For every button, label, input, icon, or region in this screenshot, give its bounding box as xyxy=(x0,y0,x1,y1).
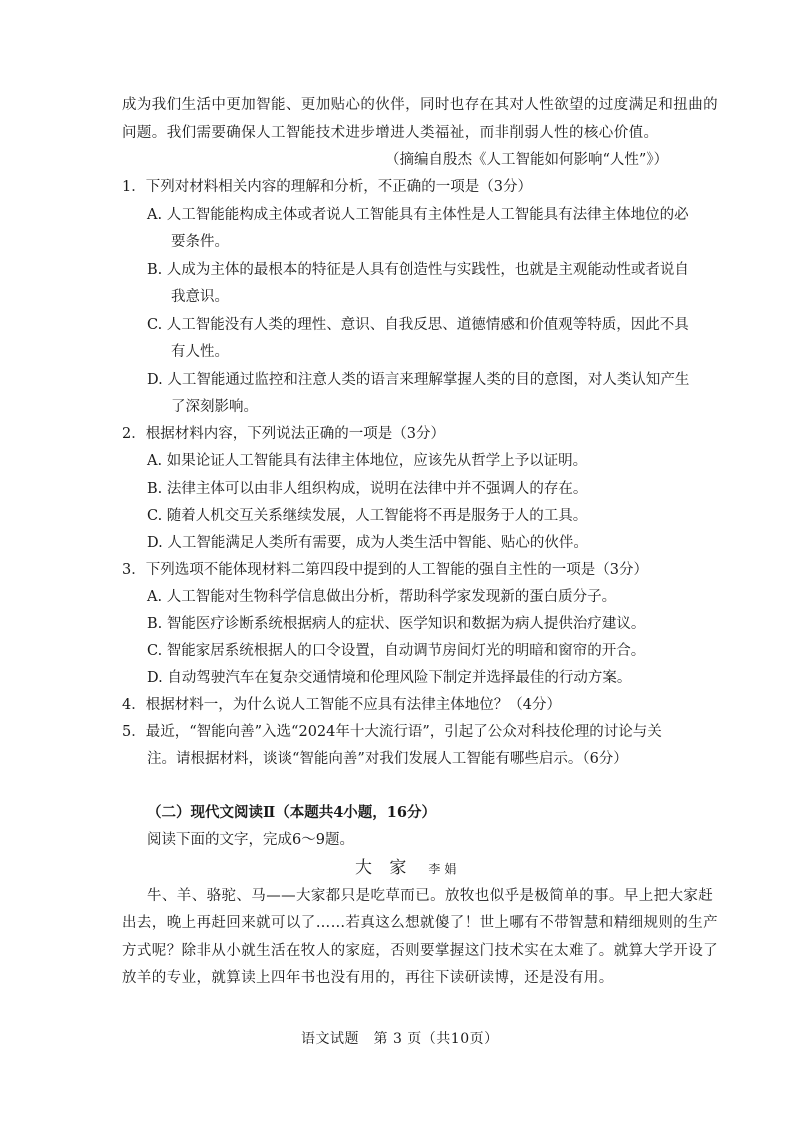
question-3-option-d: D. 自动驾驶汽车在复杂交通情境和伦理风险下制定并选择最佳的行动方案。 xyxy=(147,670,632,686)
question-2-stem: 2．根据材料内容，下列说法正确的一项是（3分） xyxy=(122,426,445,442)
story-line-4: 放羊的专业，就算读上四年书也没有用的，再往下读研读博，还是没有用。 xyxy=(122,970,614,986)
question-3-option-a: A. 人工智能对生物科学信息做出分析，帮助科学家发现新的蛋白质分子。 xyxy=(147,589,617,605)
question-1-option-d: D. 人工智能通过监控和注意人类的语言来理解掌握人类的目的意图，对人类认知产生 xyxy=(147,372,690,388)
question-4-stem: 4．根据材料一，为什么说人工智能不应具有法律主体地位？（4分） xyxy=(122,697,561,713)
question-2-option-a: A. 如果论证人工智能具有法律主体地位，应该先从哲学上予以证明。 xyxy=(147,453,588,469)
question-1-option-d-cont: 了深刻影响。 xyxy=(171,399,258,415)
question-1-option-a-cont: 要条件。 xyxy=(171,234,229,250)
question-3-option-c: C. 智能家居系统根据人的口令设置，自动调节房间灯光的明暗和窗帘的开合。 xyxy=(147,643,646,659)
question-2-option-d: D. 人工智能满足人类所有需要，成为人类生活中智能、贴心的伙伴。 xyxy=(147,535,588,551)
question-5-stem: 5．最近，“智能向善”入选“2024年十大流行语”，引起了公众对科技伦理的讨论与关 xyxy=(122,724,662,740)
story-line-1: 牛、羊、骆驼、马——大家都只是吃草而已。放牧也似乎是极简单的事。早上把大家赶 xyxy=(147,888,714,904)
question-3-option-b: B. 智能医疗诊断系统根据病人的症状、医学知识和数据为病人提供治疗建议。 xyxy=(147,616,646,632)
section-instruction: 阅读下面的文字，完成6～9题。 xyxy=(147,832,354,848)
story-title: 大 家 xyxy=(355,858,413,878)
section-heading: （二）现代文阅读Ⅱ（本题共4小题，16分） xyxy=(147,804,436,821)
question-1-option-c-cont: 有人性。 xyxy=(171,344,229,360)
question-2-option-c: C. 随着人机交互关系继续发展，人工智能将不再是服务于人的工具。 xyxy=(147,508,588,524)
citation: （摘编自殷杰《人工智能如何影响“人性”》） xyxy=(385,152,669,168)
question-5-stem-cont: 注。请根据材料，谈谈“智能向善”对我们发展人工智能有哪些启示。（6分） xyxy=(147,751,628,767)
page-footer: 语文试题 第 3 页（共10页） xyxy=(301,1031,499,1047)
question-1-option-b: B. 人成为主体的最根本的特征是人具有创造性与实践性，也就是主观能动性或者说自 xyxy=(147,262,689,278)
story-title-block xyxy=(355,858,460,879)
story-line-2: 出去，晚上再赶回来就可以了……若真这么想就傻了！世上哪有不带智慧和精细规则的生产 xyxy=(122,915,718,931)
question-1-option-c: C. 人工智能没有人类的理性、意识、自我反思、道德情感和价值观等特质，因此不具 xyxy=(147,317,689,333)
question-1-option-b-cont: 我意识。 xyxy=(171,289,229,305)
question-1-option-a: A. 人工智能能构成主体或者说人工智能具有主体性是人工智能具有法律主体地位的必 xyxy=(147,207,689,223)
passage-line-1: 成为我们生活中更加智能、更加贴心的伙伴，同时也存在其对人性欲望的过度满足和扭曲的 xyxy=(122,97,718,113)
question-3-stem: 3．下列选项不能体现材料二第四段中提到的人工智能的强自主性的一项是（3分） xyxy=(122,562,648,578)
question-1-stem: 1．下列对材料相关内容的理解和分析，不正确的一项是（3分） xyxy=(122,179,532,195)
story-line-3: 方式呢？除非从小就生活在牧人的家庭，否则要掌握这门技术实在太难了。就算大学开设了 xyxy=(122,943,718,959)
passage-line-2: 问题。我们需要确保人工智能技术进步增进人类福祉，而非削弱人性的核心价值。 xyxy=(122,125,659,141)
story-author: 李娟 xyxy=(428,862,461,876)
question-2-option-b: B. 法律主体可以由非人组织构成，说明在法律中并不强调人的存在。 xyxy=(147,481,588,497)
